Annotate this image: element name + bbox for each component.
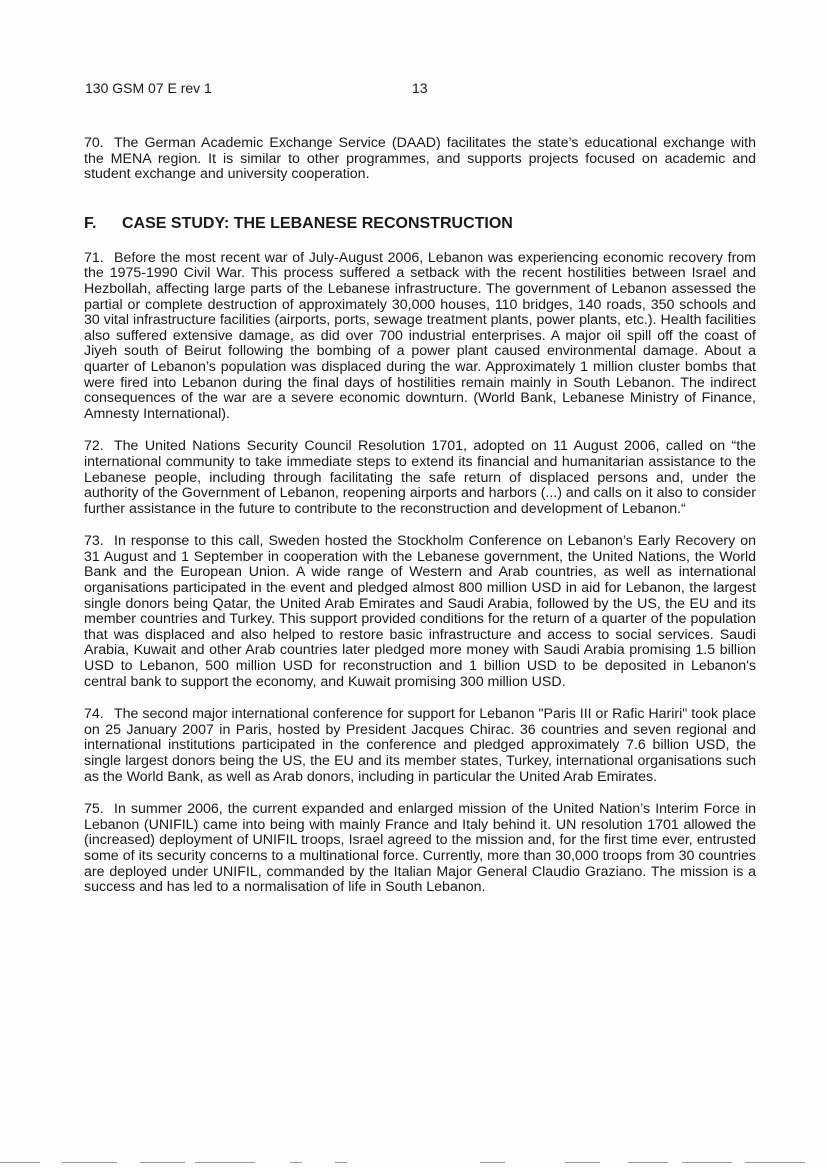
paragraph-74 <box>84 707 756 785</box>
paragraph-71 <box>84 251 756 423</box>
scan-artifact-line <box>0 1162 827 1165</box>
paragraph-text: Before the most recent war of July-August 2006, Lebanon was experiencing economic recovery from the 1975-1990 Civil War. This process suffered a setback with the recent hostilities between Israel and Hezbollah, affecting large parts of the Lebanese infrastructure. The government of Lebanon assessed the partial or complete destruction of approximately 30,000 houses, 110 bridges, 140 roads, 350 schools and 30 vital infrastructure facilities (airports, ports, sewage treatment plants, power plants, etc.). Health facilities also suffered extensive damage, as did over 700 industrial enterprises. A major oil spill off the coast of Jiyeh south of Beirut following the bombing of a power plant caused environmental damage. About a quarter of Lebanon’s population was displaced during the war. Approximately 1 million cluster bombs that were fired into Lebanon during the final days of hostilities remain mainly in South Lebanon. The indirect consequences of the war are a severe economic downturn. (World Bank, Lebanese Ministry of Finance, Amnesty International). <box>84 249 756 422</box>
section-letter: F. <box>84 214 97 232</box>
paragraph-73 <box>84 534 756 690</box>
paragraph-number: 75. <box>84 801 104 818</box>
paragraph-text: The second major international conference for support for Lebanon "Paris III or Rafic Hariri" took place on 25 January 2007 in Paris, hosted by President Jacques Chirac. 36 countries and seven regional and international institutions participated in the conference and pledged approximately 7.6 billion USD, the single largest donors being the US, the EU and its member states, Turkey, international organisations such as the World Bank, as well as Arab donors, including in particular the United Arab Emirates. <box>84 706 756 785</box>
paragraph-70 <box>84 136 756 183</box>
page-header <box>85 80 685 100</box>
section-title: CASE STUDY: THE LEBANESE RECONSTRUCTION <box>122 214 513 232</box>
page-number: 13 <box>412 80 428 96</box>
paragraph-text: In response to this call, Sweden hosted the Stockholm Conference on Lebanon’s Early Recovery on 31 August and 1 September in cooperation with the Lebanese government, the United Nations, the World Bank and the European Union. A wide range of Western and Arab countries, as well as international organisations participated in the event and pledged almost 800 million USD in aid for Lebanon, the largest single donors being Qatar, the United Arab Emirates and Saudi Arabia, followed by the US, the EU and its member countries and Turkey. This support provided conditions for the return of a quarter of the population that was displaced and also helped to restore basic infrastructure and access to social services. Saudi Arabia, Kuwait and other Arab countries later pledged more money with Saudi Arabia promising 1.5 billion USD to Lebanon, 500 million USD for reconstruction and 1 billion USD to be deposited in Lebanon's central bank to support the economy, and Kuwait promising 300 million USD. <box>84 533 756 690</box>
paragraph-number: 70. <box>84 135 104 151</box>
section-heading <box>84 215 756 233</box>
paragraph-75 <box>84 802 756 896</box>
paragraph-text: The German Academic Exchange Service (DAAD) facilitates the state’s educational exchange with the MENA region. It is similar to other programmes, and supports projects focused on academic and student exchange and university cooperation. <box>84 135 756 183</box>
paragraph-text: In summer 2006, the current expanded and enlarged mission of the United Nation’s Interim Force in Lebanon (UNIFIL) came into being with mainly France and Italy behind it. UN resolution 1701 allowed the (increased) deployment of UNIFIL troops, Israel agreed to the mission and, for the first time ever, entrusted some of its security concerns to a multinational force. Currently, more than 30,000 troops from 30 countries are deployed under UNIFIL, commanded by the Italian Major General Claudio Graziano. The mission is a success and has led to a normalisation of life in South Lebanon. <box>84 801 756 896</box>
paragraph-number: 73. <box>84 533 104 550</box>
paragraph-72 <box>84 439 756 517</box>
paragraph-number: 74. <box>84 706 104 723</box>
paragraph-number: 71. <box>84 249 104 266</box>
paragraph-number: 72. <box>84 438 104 455</box>
document-reference: 130 GSM 07 E rev 1 <box>85 80 212 96</box>
document-body <box>84 136 756 913</box>
paragraph-text: The United Nations Security Council Resolution 1701, adopted on 11 August 2006, called on “the international community to take immediate steps to extend its financial and humanitarian assistance to the Lebanese people, including through facilitating the safe return of displaced persons and, under the authority of the Government of Lebanon, reopening airports and harbors (...) and calls on it also to consider further assistance in the future to contribute to the reconstruction and development of Lebanon.“ <box>84 438 756 517</box>
